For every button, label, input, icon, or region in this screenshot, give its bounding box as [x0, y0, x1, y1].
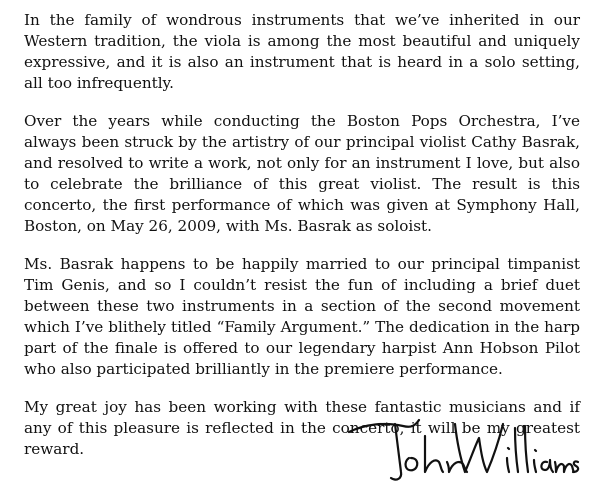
paragraph-2: Over the years while conducting the Boston Pops Orchestra, I’ve always been struck by the artistry of our principal violist Cathy Basrak, and resolved to write a work, not only for an instrument I love, but also to celebrate the brilliance of this great violist. The result is this concerto, the first performance of which was given at Symphony Hall, Boston, on May 26, 2009, with Ms. Basrak as soloist.	[24, 112, 580, 235]
paragraph-4: My great joy has been working with these fantastic musicians and if any of this pleasure is reflected in the concerto, it will be my greatest reward.	[24, 398, 580, 458]
handwritten-signature	[345, 402, 580, 486]
signature-icon	[345, 402, 580, 486]
paragraph-1: In the family of wondrous instruments that we’ve inherited in our Western tradition, the viola is among the most beautiful and uniquely expressive, and it is also an instrument that is heard in a solo setting, all too infrequently.	[24, 11, 580, 92]
paragraph-3: Ms. Basrak happens to be happily married to our principal timpanist Tim Genis, and so I couldn’t resist the fun of including a brief duet between these two instruments in a section of the second movement which I’ve blithely titled “Family Argument.” The dedication in the harp part of the finale is offered to our legendary harpist Ann Hobson Pilot who also participated brilliantly in the premiere performance.	[24, 255, 580, 378]
